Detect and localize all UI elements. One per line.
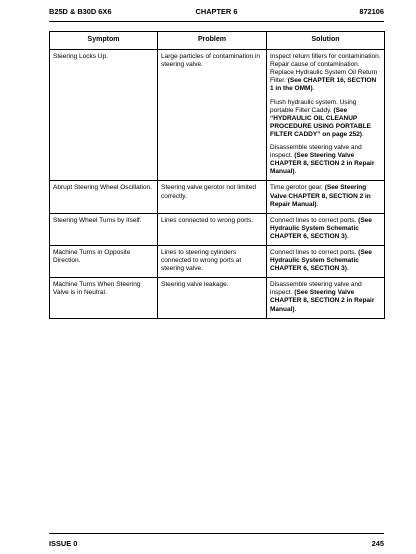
solution-reference: (See Steering Valve CHAPTER 8, SECTION 2 in Repair Manual)	[270, 152, 375, 176]
solution-reference: (See CHAPTER 16, SECTION 1 in the OMM)	[270, 77, 377, 93]
solution-paragraph	[270, 144, 381, 176]
table-row	[50, 278, 385, 318]
symptom-cell: Abrupt Steering Wheel Oscillation.	[50, 181, 158, 213]
solution-period: .	[361, 130, 364, 138]
table-row	[50, 245, 385, 277]
footer-rule	[49, 533, 384, 534]
solution-period: .	[346, 232, 349, 240]
solution-paragraph	[270, 281, 381, 313]
solution-text: Disassemble steering valve and inspect.	[270, 281, 362, 297]
solution-text: Disassemble steering valve and inspect.	[270, 144, 362, 160]
solution-paragraph	[270, 53, 381, 93]
solution-cell	[267, 278, 385, 318]
solution-reference: (See Steering Valve CHAPTER 8, SECTION 2 in Repair Manual)	[270, 289, 375, 313]
solution-reference: (See Hydraulic System Schematic CHAPTER 6, SECTION 3)	[270, 216, 372, 240]
symptom-cell: Steering Locks Up.	[50, 50, 158, 181]
solution-period: .	[346, 265, 349, 273]
solution-paragraph	[270, 249, 381, 273]
solution-text: Connect lines to correct ports.	[270, 216, 359, 224]
column-header-solution: Solution	[267, 32, 385, 50]
problem-cell: Lines connected to wrong ports.	[158, 213, 267, 245]
header-chapter: CHAPTER 6	[195, 7, 238, 16]
troubleshooting-table	[49, 31, 385, 319]
header-model: B25D & B30D 6X6	[49, 7, 112, 16]
solution-cell	[267, 213, 385, 245]
solution-paragraph	[270, 217, 381, 241]
problem-cell: Steering valve gerotor not limited correctly.	[158, 181, 267, 213]
solution-text: Inspect return filters for contamination. Repair cause of contamination. Replace Hydraulic System Oil Return Filter.	[270, 53, 381, 85]
problem-cell: Lines to steering cylinders connected to wrong ports at steering valve.	[158, 245, 267, 277]
symptom-cell: Steering Wheel Turns by Itself.	[50, 213, 158, 245]
solution-period: .	[312, 85, 315, 93]
header-rule	[49, 21, 384, 22]
solution-cell	[267, 181, 385, 213]
page-footer	[49, 539, 384, 551]
page-header	[49, 7, 384, 21]
symptom-cell: Machine Turns When Steering Valve is in Neutral.	[50, 278, 158, 318]
table-header-row	[50, 32, 385, 50]
symptom-cell: Machine Turns in Opposite Direction.	[50, 245, 158, 277]
solution-text: Connect lines to correct ports.	[270, 248, 359, 256]
solution-period: .	[294, 305, 297, 313]
header-doc-number: 872106	[359, 7, 384, 16]
solution-text: Flush hydraulic system. Using portable Filter Caddy.	[270, 98, 357, 114]
solution-reference: (See Hydraulic System Schematic CHAPTER 6, SECTION 3)	[270, 248, 372, 273]
footer-page-number: 245	[371, 539, 384, 548]
solution-paragraph	[270, 99, 381, 139]
footer-issue: ISSUE 0	[49, 539, 78, 548]
solution-cell	[267, 245, 385, 277]
table-row	[50, 50, 385, 181]
table-row	[50, 213, 385, 245]
solution-paragraph	[270, 184, 381, 208]
solution-cell	[267, 50, 385, 181]
solution-period: .	[294, 168, 297, 176]
column-header-problem: Problem	[158, 32, 267, 50]
problem-cell: Steering valve leakage.	[158, 278, 267, 318]
solution-reference: (See Steering Valve CHAPTER 8, SECTION 2 in Repair Manual)	[270, 184, 371, 208]
table-row	[50, 181, 385, 213]
solution-period: .	[316, 200, 319, 208]
problem-cell: Large particles of contamination in steering valve.	[158, 50, 267, 181]
solution-text: Time gerotor gear.	[270, 184, 325, 192]
solution-reference: (See “HYDRAULIC OIL CLEANUP PROCEDURE USING PORTABLE FILTER CADDY” on page 252)	[270, 106, 371, 138]
column-header-symptom: Symptom	[50, 32, 158, 50]
